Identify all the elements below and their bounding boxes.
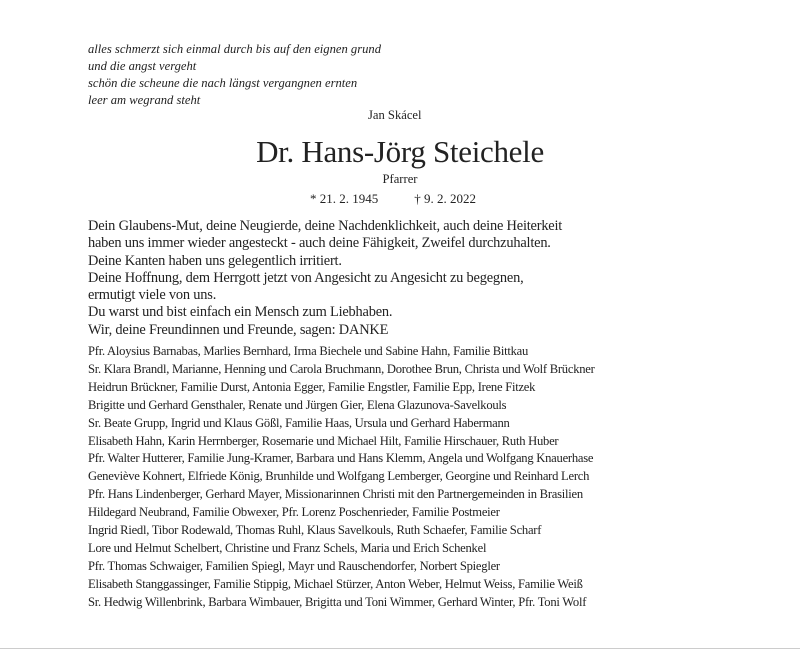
poem-line: leer am wegrand steht [88, 93, 201, 107]
life-dates [310, 191, 512, 207]
deceased-name: Dr. Hans-Jörg Steichele [256, 134, 544, 169]
deceased-role: Pfarrer [382, 172, 418, 186]
mourners-line: Ingrid Riedl, Tibor Rodewald, Thomas Ruhl, Klaus Savelkouls, Ruth Schaefer, Familie Scharf [88, 523, 542, 538]
mourners-line: Pfr. Thomas Schwaiger, Familien Spiegl, Mayr und Rauschendorfer, Norbert Spiegler [88, 558, 500, 573]
death-date: † 9. 2. 2022 [414, 191, 476, 206]
message-line: haben uns immer wieder angesteckt - auch deine Fähigkeit, Zweifel durchzuhalten. [88, 235, 551, 252]
message-line: Deine Hoffnung, dem Herrgott jetzt von Angesicht zu Angesicht zu begegnen, [88, 269, 524, 286]
birth-date: * 21. 2. 1945 [310, 191, 379, 206]
poem [88, 41, 381, 109]
mourners-line: Geneviève Kohnert, Elfriede König, Brunhilde und Wolfgang Lemberger, Georgine und Reinhard Lerch [88, 469, 590, 484]
mourners-line: Pfr. Walter Hutterer, Familie Jung-Kramer, Barbara und Hans Klemm, Angela und Wolfgang Knauerhase [88, 451, 594, 466]
mourners-line: Elisabeth Stanggassinger, Familie Stippig, Michael Stürzer, Anton Weber, Helmut Weiss, Familie Weiß [88, 576, 583, 591]
mourners-line: Elisabeth Hahn, Karin Herrnberger, Rosemarie und Michael Hilt, Familie Hirschauer, Ruth Huber [88, 433, 559, 448]
message-line: Du warst und bist einfach ein Mensch zum Liebhaben. [88, 304, 393, 321]
mourners-line: Brigitte und Gerhard Gensthaler, Renate und Jürgen Gier, Elena Glazunova-Savelkouls [88, 397, 507, 412]
mourners-line: Sr. Klara Brandl, Marianne, Henning und Carola Bruchmann, Dorothee Brun, Christa und Wolf Brückner [88, 361, 595, 376]
message-line: Wir, deine Freundinnen und Freunde, sagen: DANKE [88, 321, 389, 338]
mourners-line: Lore und Helmut Schelbert, Christine und Franz Schels, Maria und Erich Schenkel [88, 540, 487, 555]
message-line: Deine Kanten haben uns gelegentlich irritiert. [88, 252, 342, 269]
bottom-border [0, 648, 800, 649]
poem-author: Jan Skácel [368, 108, 422, 122]
message-line: Dein Glaubens-Mut, deine Neugierde, deine Nachdenklichkeit, auch deine Heiterkeit [88, 218, 563, 234]
poem-line: alles schmerzt sich einmal durch bis auf den eignen grund [88, 42, 382, 56]
mourners-list [88, 343, 595, 612]
mourners-line: Sr. Hedwig Willenbrink, Barbara Wimbauer, Brigitta und Toni Wimmer, Gerhard Winter, Pfr. Toni Wolf [88, 594, 587, 609]
mourners-line: Sr. Beate Grupp, Ingrid und Klaus Gößl, Familie Haas, Ursula und Gerhard Habermann [88, 415, 510, 430]
poem-line: schön die scheune die nach längst vergangnen ernten [88, 76, 358, 90]
mourners-line: Hildegard Neubrand, Familie Obwexer, Pfr. Lorenz Poschenrieder, Familie Postmeier [88, 505, 500, 520]
poem-line: und die angst vergeht [88, 59, 197, 73]
mourners-line: Pfr. Aloysius Barnabas, Marlies Bernhard, Irma Biechele und Sabine Hahn, Familie Bittkau [88, 344, 529, 358]
message [88, 218, 562, 339]
mourners-line: Heidrun Brückner, Familie Durst, Antonia Egger, Familie Engstler, Familie Epp, Irene Fitzek [88, 379, 536, 394]
message-line: ermutigt viele von uns. [88, 287, 217, 304]
mourners-line: Pfr. Hans Lindenberger, Gerhard Mayer, Missionarinnen Christi mit den Partnergemeinden in Brasilien [88, 487, 583, 502]
